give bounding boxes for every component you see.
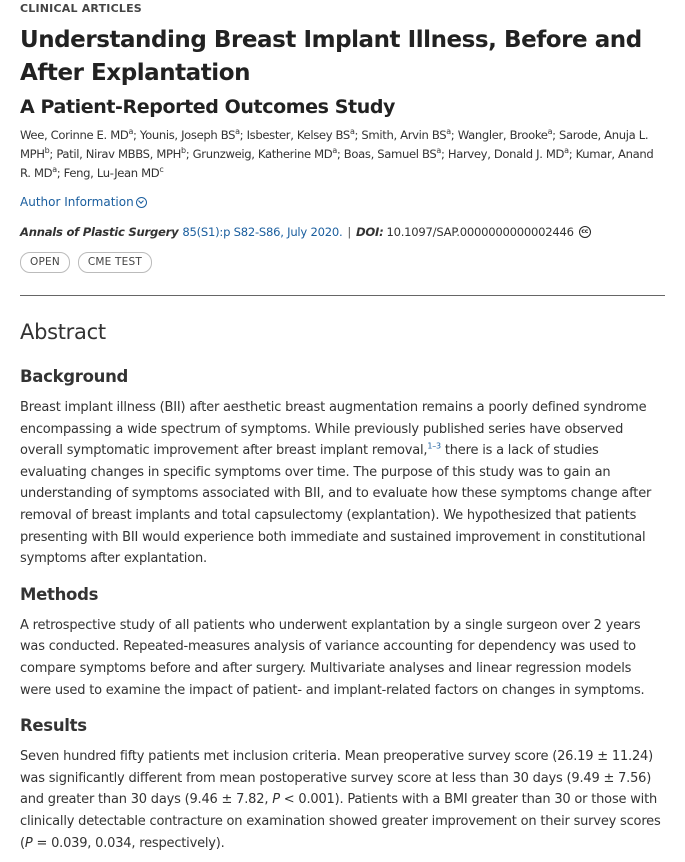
author-name-text: Boas, Samuel BS: [343, 147, 437, 161]
author-name-text: Wangler, Brooke: [457, 128, 548, 142]
affiliation-marker: a: [349, 127, 355, 137]
affiliation-marker: a: [128, 127, 133, 137]
author-name[interactable]: [448, 147, 569, 161]
issue-link[interactable]: 85(S1):p S82-S86, July 2020.: [182, 225, 343, 239]
chevron-down-icon[interactable]: [136, 197, 147, 208]
affiliation-marker: b: [181, 146, 186, 156]
affiliation-marker: a: [564, 146, 569, 156]
author-name-text: Smith, Arvin BS: [361, 128, 447, 142]
p-value-symbol: P: [24, 835, 33, 851]
author-information-label[interactable]: Author Information: [20, 195, 134, 209]
author-name-text: Feng, Lu-Jean MD: [63, 166, 160, 180]
author-name[interactable]: [344, 147, 441, 161]
affiliation-marker: a: [436, 146, 441, 156]
author-name[interactable]: [458, 128, 552, 142]
methods-text: A retrospective study of all patients who underwent explantation by a single surgeon over 2 years was conducted. Repeated-measures analysis of variance accounting for dependency was used to compare symptoms before and after surgery. Multivariate analyses and linear regression models were used to examine the impact of patient- and implant-related factors on changes in symptoms.: [20, 617, 645, 698]
badge-group: [20, 252, 665, 273]
author-name-text: Younis, Joseph BS: [139, 128, 236, 142]
author-name-text: Kumar, Anand R. MD: [20, 147, 654, 180]
results-text: [20, 746, 665, 854]
affiliation-marker: a: [235, 127, 240, 137]
doi-label: DOI:: [356, 225, 384, 239]
open-access-badge: OPEN: [20, 252, 70, 273]
background-text: [20, 397, 665, 570]
cme-test-badge[interactable]: CME TEST: [78, 252, 152, 273]
doi-value: 10.1097/SAP.0000000000002446: [386, 225, 574, 239]
section-divider: [20, 295, 665, 296]
affiliation-marker: b: [44, 146, 50, 156]
background-text-part2: there is a lack of studies evaluating changes in specific symptoms over time. The purpose of this study was to gain an understanding of symptoms associated with BII, and to evaluate how these symptoms change after removal of breast implants and total capsulectomy (explantation). We hypothesized that patients presenting with BII would experience both immediate and sustained improvement in constitutional symptoms after explantation.: [20, 443, 652, 567]
results-text-part2: < 0.001). Patients with a BMI greater than 30 or those with clinically detectable contracture on examination showed greater improvement on their survey scores (: [20, 792, 661, 851]
author-name-text: Harvey, Donald J. MD: [447, 147, 565, 161]
author-name[interactable]: [20, 128, 133, 142]
author-name-text: Wee, Corinne E. MD: [20, 128, 129, 142]
results-heading: Results: [20, 716, 87, 736]
methods-heading: Methods: [20, 584, 99, 604]
author-information-toggle[interactable]: [20, 194, 665, 210]
author-name[interactable]: [247, 128, 355, 142]
affiliation-marker: c: [159, 165, 164, 175]
citation-line: [20, 224, 665, 240]
affiliation-marker: a: [332, 146, 337, 156]
results-text-part3: = 0.039, 0.034, respectively).: [32, 835, 225, 851]
author-name[interactable]: [361, 128, 450, 142]
affiliation-marker: a: [547, 127, 553, 137]
citation-separator: |: [347, 225, 352, 239]
affiliation-marker: a: [446, 127, 451, 137]
author-name-text: Patil, Nirav MBBS, MPH: [56, 147, 182, 161]
author-name-text: Sarode, Anuja L. MPH: [20, 128, 649, 161]
author-name-text: Grunzweig, Katherine MD: [192, 147, 333, 161]
author-name[interactable]: [140, 128, 240, 142]
article-subtitle: A Patient-Reported Outcomes Study: [20, 96, 396, 118]
article-title: Understanding Breast Implant Illness, Before and After Explantation: [20, 27, 642, 86]
cc-icon[interactable]: cc: [579, 226, 591, 238]
affiliation-marker: a: [52, 165, 57, 175]
author-name[interactable]: [64, 166, 164, 180]
journal-name: Annals of Plastic Surgery: [20, 225, 179, 239]
article-category: CLINICAL ARTICLES: [20, 2, 142, 15]
p-value-symbol: P: [272, 792, 280, 808]
abstract-heading: Abstract: [20, 320, 106, 344]
background-text-part1: Breast implant illness (BII) after aesthetic breast augmentation remains a poorly defined syndrome encompassing a wide spectrum of symptoms. While previously published series have observed overall symptomatic improvement after breast implant removal,: [20, 400, 647, 459]
reference-link[interactable]: 1–3: [427, 441, 441, 451]
author-name[interactable]: [56, 147, 185, 161]
article-page: [0, 2, 685, 862]
results-text-part1: Seven hundred fifty patients met inclusion criteria. Mean preoperative survey score (26.19 ± 11.24) was significantly different from mean postoperative survey score at less than 30 days (9.49 ± 7.56) and greater than 30 days (9.46 ± 7.82,: [20, 749, 653, 808]
author-name-text: Isbester, Kelsey BS: [246, 128, 350, 142]
background-heading: Background: [20, 367, 129, 386]
author-name[interactable]: [193, 147, 337, 161]
author-list: Wee, Corinne E. $MD^a$; Younis, Joseph $BS^a$; Isbester, Kelsey $BS^a$; Smith, Arvin $BS^a$; Wangler, Brooke$^a$; Sarode, Anuja L. MPH$^b$; Patil, Nirav MBBS, MPH$^b$; Grunzweig, Katherine $MD^a$; Boas, Samuel $BS^a$; Harvey, Donald J. $MD^a$; Kumar, Anand R. $MD^a$; Feng, Lu-Jean $MD^c$: [20, 127, 654, 180]
